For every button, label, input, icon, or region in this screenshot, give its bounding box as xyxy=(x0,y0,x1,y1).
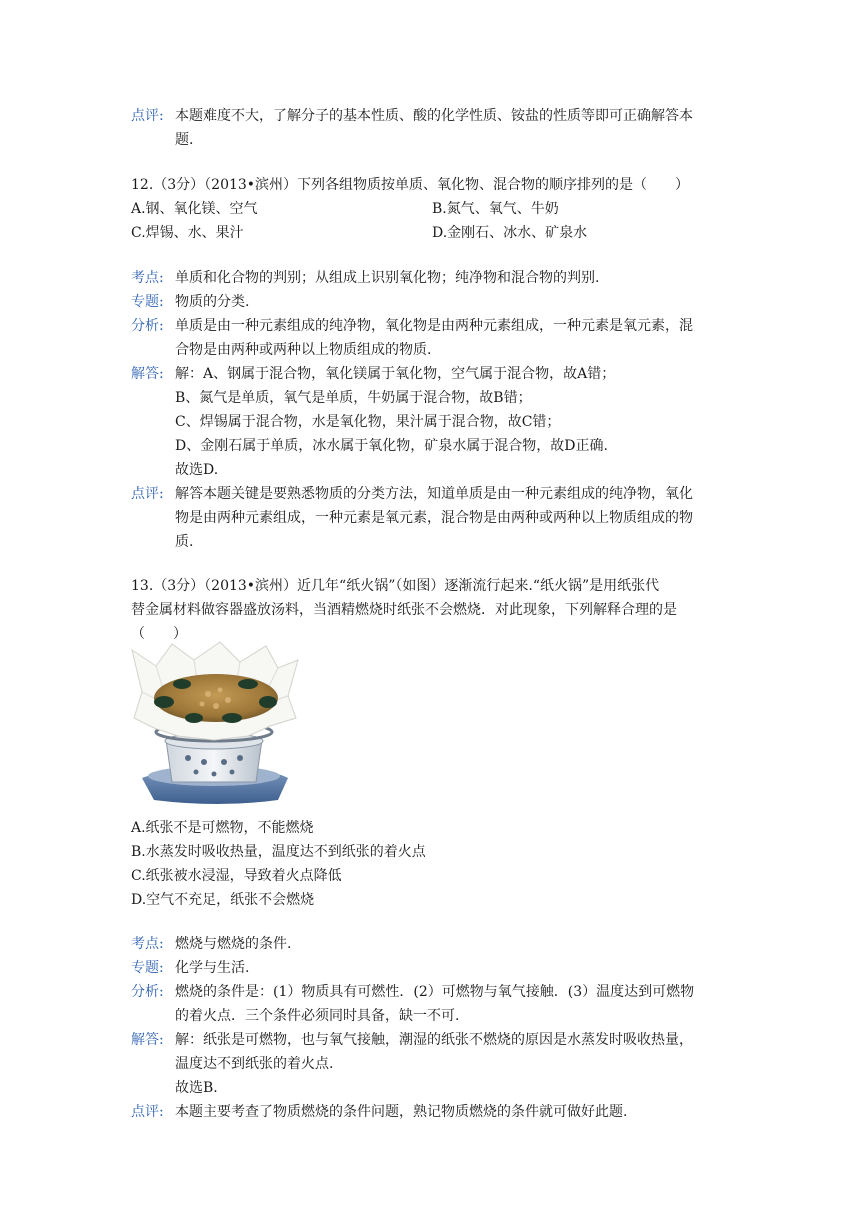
prev-comment-line-2: 题. xyxy=(175,132,194,148)
q12-zhuanti: 物质的分类. xyxy=(175,294,250,310)
q12-jieda-line-4: D、金刚石属于单质，冰水属于氧化物，矿泉水属于混合物，故D正确. xyxy=(175,438,608,454)
q13-dianping-line-1: 本题主要考查了物质燃烧的条件问题，熟记物质燃烧的条件就可做好此题. xyxy=(175,1104,628,1120)
q12-dianping-line-3: 质. xyxy=(175,534,194,550)
q13-kaodian-label: 考点: xyxy=(131,936,164,952)
q12-jieda-line-1: 解：A、钢属于混合物，氧化镁属于氧化物，空气属于混合物，故A错； xyxy=(175,366,616,382)
q12-option-c: C.焊锡、水、果汁 xyxy=(131,225,244,241)
q12-fenxi-line-1: 单质是由一种元素组成的纯净物，氧化物是由两种元素组成，一种元素是氧元素，混 xyxy=(175,318,693,334)
q13-option-a: A.纸张不是可燃物，不能燃烧 xyxy=(131,820,314,836)
q12-kaodian: 单质和化合物的判别；从组成上识别氧化物；纯净物和混合物的判别. xyxy=(175,270,600,286)
q12-fenxi-label: 分析: xyxy=(131,318,164,334)
q13-fenxi-label: 分析: xyxy=(131,984,164,1000)
q12-jieda-line-2: B、氮气是单质，氧气是单质，牛奶属于混合物，故B错； xyxy=(175,390,532,406)
q13-jieda-line-3: 故选B. xyxy=(175,1080,218,1096)
q12-kaodian-label: 考点: xyxy=(131,270,164,286)
paper-hotpot-photo xyxy=(128,640,300,808)
q13-option-d: D.空气不充足，纸张不会燃烧 xyxy=(131,892,315,908)
q13-zhuanti-label: 专题: xyxy=(131,960,164,976)
q13-option-b: B.水蒸发时吸收热量，温度达不到纸张的着火点 xyxy=(131,844,426,860)
prev-comment-label: 点评: xyxy=(131,108,164,124)
q12-dianping-line-1: 解答本题关键是要熟悉物质的分类方法，知道单质是由一种元素组成的纯净物，氧化 xyxy=(175,486,693,502)
q13-jieda-line-1: 解：纸张是可燃物，也与氧气接触，潮湿的纸张不燃烧的原因是水蒸发时吸收热量， xyxy=(175,1032,693,1048)
q12-jieda-line-5: 故选D. xyxy=(175,462,219,478)
q13-fenxi-line-2: 的着火点．三个条件必须同时具备，缺一不可. xyxy=(175,1008,460,1024)
q13-fenxi-line-1: 燃烧的条件是：(1）物质具有可燃性．(2）可燃物与氧气接触．(3）温度达到可燃物 xyxy=(175,984,695,1000)
q12-dianping-line-2: 物是由两种元素组成，一种元素是氧元素，混合物是由两种或两种以上物质组成的物 xyxy=(175,510,693,526)
q12-jieda-label: 解答: xyxy=(131,366,164,382)
q12-stem: 12.（3分）（2013•滨州）下列各组物质按单质、氧化物、混合物的顺序排列的是（ ） xyxy=(131,177,690,193)
q13-zhuanti: 化学与生活. xyxy=(175,960,250,976)
q13-kaodian: 燃烧与燃烧的条件. xyxy=(175,936,292,952)
q13-dianping-label: 点评: xyxy=(131,1104,164,1120)
q13-option-c: C.纸张被水浸湿，导致着火点降低 xyxy=(131,868,342,884)
q13-stem-line-3: （ ） xyxy=(131,626,187,642)
q12-option-b: B.氮气、氧气、牛奶 xyxy=(432,201,559,217)
q12-zhuanti-label: 专题: xyxy=(131,294,164,310)
q12-option-a: A.钢、氧化镁、空气 xyxy=(131,201,258,217)
q12-fenxi-line-2: 合物是由两种或两种以上物质组成的物质. xyxy=(175,342,432,358)
q13-stem-line-1: 13.（3分）（2013•滨州）近几年“纸火锅”（如图）逐渐流行起来.“纸火锅”是用纸张代 xyxy=(131,578,660,594)
q13-stem-line-2: 替金属材料做容器盛放汤料，当酒精燃烧时纸张不会燃烧．对此现象，下列解释合理的是 xyxy=(131,602,677,618)
q13-jieda-line-2: 温度达不到纸张的着火点. xyxy=(175,1056,334,1072)
q12-option-d: D.金刚石、冰水、矿泉水 xyxy=(432,225,588,241)
q13-jieda-label: 解答: xyxy=(131,1032,164,1048)
prev-comment-line-1: 本题难度不大，了解分子的基本性质、酸的化学性质、铵盐的性质等即可正确解答本 xyxy=(175,108,693,124)
q12-dianping-label: 点评: xyxy=(131,486,164,502)
q12-jieda-line-3: C、焊锡属于混合物，水是氧化物，果汁属于混合物，故C错； xyxy=(175,414,561,430)
